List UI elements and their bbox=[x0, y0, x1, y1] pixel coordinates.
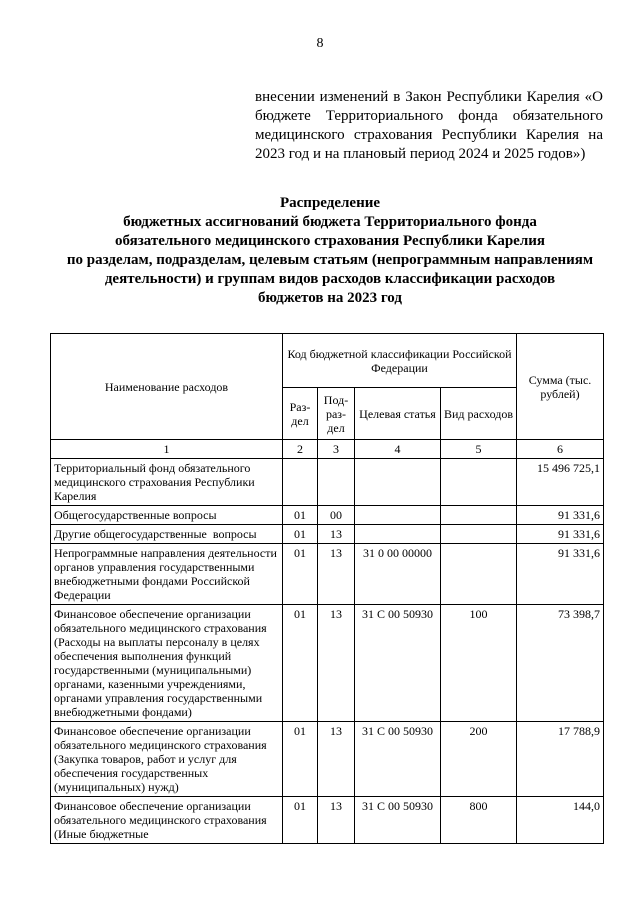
header-amount: Сумма (тыс. рублей) bbox=[517, 334, 604, 440]
row-subsection: 00 bbox=[318, 506, 355, 525]
row-name: Финансовое обеспечение организации обязательного медицинского страхования (Расходы на выплаты персоналу в целях обеспечения выполнения функций государственными (муниципальными) органами, казенными учреждениями, органами управления государственными внебюджетными фондами) bbox=[51, 605, 283, 722]
page-number: 8 bbox=[316, 36, 324, 51]
table-row bbox=[51, 797, 604, 844]
row-type: 800 bbox=[441, 797, 517, 844]
row-name: Финансовое обеспечение организации обязательного медицинского страхования (Иные бюджетные bbox=[51, 797, 283, 844]
row-target: 31 С 00 50930 bbox=[355, 722, 441, 797]
title-line: по разделам, подразделам, целевым статьям (непрограммным направлениям bbox=[66, 252, 594, 268]
header-section: Раз-дел bbox=[283, 388, 318, 440]
title-line: бюджетных ассигнований бюджета Территориального фонда bbox=[123, 214, 537, 230]
title-line: обязательного медицинского страхования Республики Карелия bbox=[114, 233, 546, 249]
row-amount: 91 331,6 bbox=[517, 525, 604, 544]
row-target: 31 0 00 00000 bbox=[355, 544, 441, 605]
header-expense-type: Вид расходов bbox=[441, 388, 517, 440]
row-target bbox=[355, 506, 441, 525]
row-type bbox=[441, 525, 517, 544]
row-target bbox=[355, 459, 441, 506]
header-code-group: Код бюджетной классификации Российской Федерации bbox=[283, 334, 517, 388]
row-target: 31 С 00 50930 bbox=[355, 605, 441, 722]
title-line: Распределение bbox=[279, 195, 381, 211]
row-section: 01 bbox=[283, 506, 318, 525]
row-amount: 91 331,6 bbox=[517, 506, 604, 525]
row-target bbox=[355, 525, 441, 544]
column-number: 4 bbox=[355, 440, 441, 459]
row-section: 01 bbox=[283, 525, 318, 544]
column-number: 3 bbox=[318, 440, 355, 459]
row-type: 200 bbox=[441, 722, 517, 797]
header-reference: внесении изменений в Закон Республики Карелия «О бюджете Территориального фонда обязательного медицинского страхования Республики Карелия на 2023 год и на плановый период 2024 и 2025 годов») bbox=[255, 89, 603, 162]
row-amount: 144,0 bbox=[517, 797, 604, 844]
row-subsection: 13 bbox=[318, 544, 355, 605]
table-row bbox=[51, 506, 604, 525]
budget-table bbox=[50, 333, 604, 844]
row-amount: 15 496 725,1 bbox=[517, 459, 604, 506]
row-subsection bbox=[318, 459, 355, 506]
title-line: бюджетов на 2023 год bbox=[258, 290, 402, 306]
row-name: Общегосударственные вопросы bbox=[51, 506, 283, 525]
row-subsection: 13 bbox=[318, 525, 355, 544]
table-row bbox=[51, 722, 604, 797]
row-subsection: 13 bbox=[318, 722, 355, 797]
row-subsection: 13 bbox=[318, 797, 355, 844]
row-section: 01 bbox=[283, 605, 318, 722]
table-row bbox=[51, 605, 604, 722]
row-section: 01 bbox=[283, 797, 318, 844]
column-number: 1 bbox=[51, 440, 283, 459]
table-row bbox=[51, 544, 604, 605]
row-section: 01 bbox=[283, 722, 318, 797]
header-name: Наименование расходов bbox=[51, 334, 283, 440]
row-section: 01 bbox=[283, 544, 318, 605]
title-line: деятельности) и группам видов расходов классификации расходов bbox=[104, 271, 556, 287]
column-number: 2 bbox=[283, 440, 318, 459]
table-row bbox=[51, 525, 604, 544]
header-subsection: Под-раз-дел bbox=[318, 388, 355, 440]
row-type: 100 bbox=[441, 605, 517, 722]
row-name: Территориальный фонд обязательного медицинского страхования Республики Карелия bbox=[51, 459, 283, 506]
row-name: Финансовое обеспечение организации обязательного медицинского страхования (Закупка товаров, работ и услуг для обеспечения государственных (муниципальных) нужд) bbox=[51, 722, 283, 797]
column-number: 6 bbox=[517, 440, 604, 459]
row-type bbox=[441, 459, 517, 506]
document-title bbox=[40, 194, 620, 308]
row-section bbox=[283, 459, 318, 506]
row-name: Другие общегосударственные вопросы bbox=[51, 525, 283, 544]
row-type bbox=[441, 506, 517, 525]
row-type bbox=[441, 544, 517, 605]
row-amount: 91 331,6 bbox=[517, 544, 604, 605]
row-subsection: 13 bbox=[318, 605, 355, 722]
row-target: 31 С 00 50930 bbox=[355, 797, 441, 844]
column-number: 5 bbox=[441, 440, 517, 459]
row-amount: 73 398,7 bbox=[517, 605, 604, 722]
row-name: Непрограммные направления деятельности органов управления государственными внебюджетными фондами Российской Федерации bbox=[51, 544, 283, 605]
row-amount: 17 788,9 bbox=[517, 722, 604, 797]
table-row bbox=[51, 459, 604, 506]
header-target: Целевая статья bbox=[355, 388, 441, 440]
